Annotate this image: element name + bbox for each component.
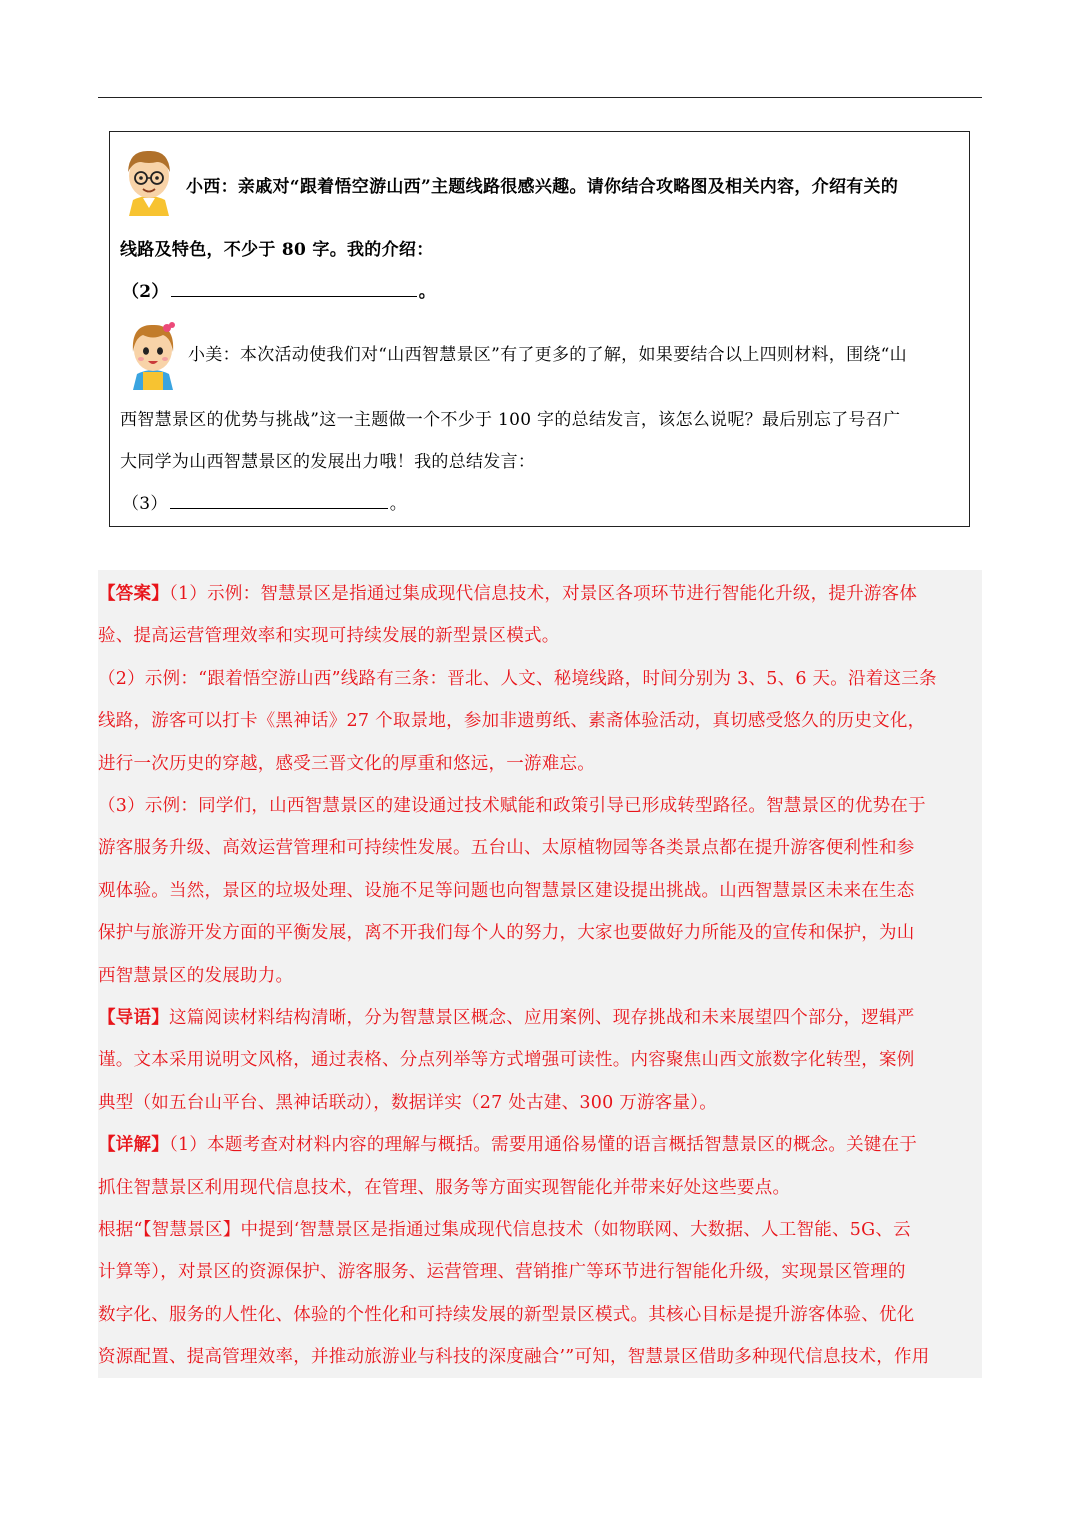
answer-line-text: 计算等），对景区的资源保护、游客服务、运营管理、营销推广等环节进行智能化升级，实现景区管理的 <box>98 1262 906 1283</box>
answer-line-text: 数字化、服务的人性化、体验的个性化和可持续发展的新型景区模式。其核心目标是提升游客体验、优化 <box>98 1304 915 1325</box>
answer-line <box>98 1174 790 1199</box>
answer-blank-2[interactable] <box>171 295 417 297</box>
section-tag: 【详解】 <box>98 1135 169 1156</box>
answer-line <box>98 750 595 775</box>
xiaoxi-line-2: 线路及特色，不少于 80 字。我的介绍： <box>120 240 434 260</box>
answer-line-text: （2）示例：“跟着悟空游山西”线路有三条：晋北、人文、秘境线路，时间分别为 3、5、6 天。沿着这三条 <box>98 668 937 689</box>
answer-line <box>98 877 915 902</box>
answer-line-text: 游客服务升级、高效运营管理和可持续性发展。五台山、太原植物园等各类景点都在提升游客便利性和参 <box>98 838 915 859</box>
xiaomei-line-2: 西智慧景区的优势与挑战”这一主题做一个不少于 100 字的总结发言，该怎么说呢？最后别忘了号召广 <box>120 410 901 430</box>
answer-line-text: （1）本题考查对材料内容的理解与概括。需要用通俗易懂的语言概括智慧景区的概念。关键在于 <box>169 1135 918 1156</box>
answer-line <box>98 1004 915 1029</box>
answer-line <box>98 1046 915 1071</box>
answer-line-text: 谨。文本采用说明文风格，通过表格、分点列举等方式增强可读性。内容聚焦山西文旅数字化转型，案例 <box>98 1050 915 1071</box>
answer-line-text: 典型（如五台山平台、黑神话联动），数据详实（27 处古建、300 万游客量）。 <box>98 1092 718 1113</box>
answer-line-text: 观体验。当然，景区的垃圾处理、设施不足等问题也向智慧景区建设提出挑战。山西智慧景区未来在生态 <box>98 880 915 901</box>
answer-line-text: 西智慧景区的发展助力。 <box>98 965 294 986</box>
answer-section <box>98 570 982 1378</box>
answer-line-text: （3）示例：同学们，山西智慧景区的建设通过技术赋能和政策引导已形成转型路径。智慧景区的优势在于 <box>98 796 926 816</box>
section-tag: 【导语】 <box>98 1008 169 1028</box>
answer-line-text: 进行一次历史的穿越，感受三晋文化的厚重和悠远，一游难忘。 <box>98 753 595 774</box>
answer-line <box>98 962 293 987</box>
question-2-label: （2） <box>122 282 169 302</box>
header-rule <box>98 97 982 98</box>
answer-line <box>98 1216 911 1241</box>
answer-line-text: 根据“【智慧景区】中提到‘智慧景区是指通过集成现代信息技术（如物联网、大数据、人工智能、5G、云 <box>98 1220 911 1240</box>
answer-line <box>98 1258 906 1283</box>
question-2-end: 。 <box>418 282 437 302</box>
xiaomei-line-1: 小美：本次活动使我们对“山西智慧景区”有了更多的了解，如果要结合以上四则材料，围绕“山 <box>188 345 907 365</box>
answer-blank-3[interactable] <box>170 507 388 509</box>
question-3 <box>122 489 407 514</box>
question-3-end: 。 <box>389 494 408 514</box>
girl-avatar-icon <box>123 316 183 390</box>
answer-line-text: 线路，游客可以打卡《黑神话》27 个取景地，参加非遗剪纸、素斋体验活动，真切感受悠久的历史文化， <box>98 711 926 732</box>
dialog-box <box>109 131 970 527</box>
question-3-label: （3） <box>122 494 168 514</box>
answer-line <box>98 1343 930 1368</box>
xiaoxi-line-1: 小西：亲戚对“跟着悟空游山西”主题线路很感兴趣。请你结合攻略图及相关内容，介绍有关的 <box>186 177 899 197</box>
answer-line-text: 抓住智慧景区利用现代信息技术，在管理、服务等方面实现智能化并带来好处这些要点。 <box>98 1177 791 1198</box>
answer-line <box>98 580 917 605</box>
boy-avatar-icon <box>119 142 179 216</box>
answer-line-text: 验、提高运营管理效率和实现可持续发展的新型景区模式。 <box>98 626 560 647</box>
answer-line <box>98 1301 915 1326</box>
question-2 <box>122 277 436 302</box>
answer-line-text: 资源配置、提高管理效率，并推动旅游业与科技的深度融合’”可知，智慧景区借助多种现代信息技术，作用 <box>98 1347 930 1368</box>
section-tag: 【答案】 <box>98 584 169 604</box>
answer-line <box>98 707 925 732</box>
answer-line <box>98 1131 917 1156</box>
answer-line <box>98 1089 717 1114</box>
answer-line-text: 保护与旅游开发方面的平衡发展，离不开我们每个人的努力，大家也要做好力所能及的宣传和保护，为山 <box>98 923 915 944</box>
answer-line <box>98 665 937 690</box>
answer-line <box>98 834 915 859</box>
answer-line <box>98 622 560 647</box>
xiaomei-line-3: 大同学为山西智慧景区的发展出力哦！我的总结发言： <box>120 452 536 472</box>
answer-line-text: 这篇阅读材料结构清晰，分为智慧景区概念、应用案例、现存挑战和未来展望四个部分，逻辑严 <box>169 1008 915 1028</box>
answer-line-text: （1）示例：智慧景区是指通过集成现代信息技术，对景区各项环节进行智能化升级，提升游客体 <box>169 584 918 604</box>
answer-line <box>98 792 926 817</box>
answer-line <box>98 919 915 944</box>
